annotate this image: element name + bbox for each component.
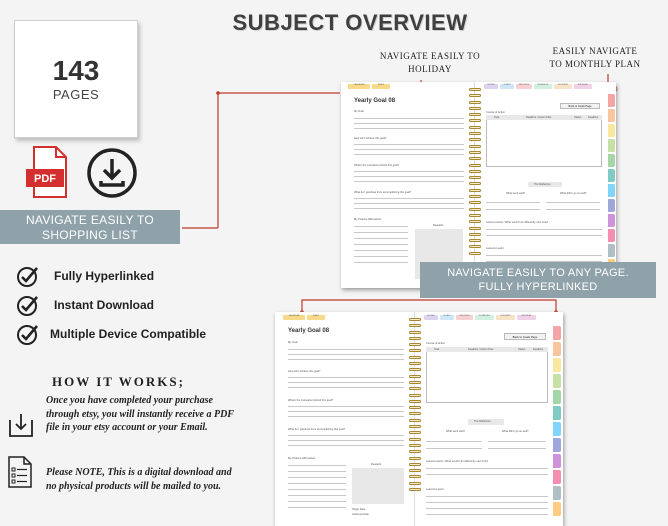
writing-line (288, 501, 346, 502)
tab-notes[interactable]: NOTES (424, 315, 438, 320)
writing-line (354, 238, 408, 239)
table-header-status: Status (518, 348, 526, 351)
writing-line (354, 154, 464, 155)
writing-line (288, 471, 346, 472)
writing-line (426, 474, 548, 475)
tab-goals[interactable]: GOALS (440, 315, 454, 320)
writing-line (288, 495, 346, 496)
tab-birthday[interactable]: BIRTHDAY (517, 315, 536, 320)
tab-records[interactable]: RECORDS (516, 84, 532, 89)
any-page-banner-line1: NAVIGATE EASILY TO ANY PAGE. (447, 267, 629, 279)
shopping-banner-line2: SHOPPING LIST (42, 228, 138, 242)
writing-line (288, 483, 346, 484)
writing-line (288, 406, 404, 407)
writing-line (354, 181, 464, 182)
planner-label: How will I achieve this goal? (354, 137, 387, 140)
action-table (426, 347, 548, 403)
didnt-go-label: What didn't go so well? (502, 430, 529, 433)
writing-line (354, 198, 464, 199)
planner-left-page (275, 312, 415, 526)
month-tab[interactable] (608, 214, 615, 227)
writing-line (486, 229, 602, 230)
month-tab[interactable] (608, 199, 615, 212)
writing-line (354, 118, 464, 119)
planner-label: What's the motivation behind this goal? (354, 164, 400, 167)
planner-preview-bottom (275, 312, 563, 526)
writing-line (486, 209, 540, 210)
writing-line (288, 382, 404, 383)
writing-line (288, 489, 346, 490)
writing-line (354, 250, 408, 251)
writing-line (354, 144, 464, 145)
table-header-status: Status (574, 116, 582, 119)
month-tab[interactable] (608, 184, 615, 197)
target-date-label: Target Date (352, 508, 366, 511)
writing-line (288, 435, 404, 436)
planner-label: What's the motivation behind this goal? (288, 399, 334, 402)
table-header-deadline: Deadline (588, 116, 599, 119)
table-header-plan: Deadline / Action Plan (468, 348, 494, 351)
writing-line (486, 202, 540, 203)
any-page-banner (420, 262, 656, 298)
writing-line (426, 441, 482, 442)
writing-line (288, 377, 404, 378)
month-tab[interactable] (608, 109, 615, 122)
shopping-banner-line1: NAVIGATE EASILY TO (25, 213, 155, 227)
monthly-callout-line2: TO MONTHLY PLAN (549, 59, 641, 69)
writing-line (426, 502, 548, 503)
lessons-label: Lessons learnt / What would I do differently next time? (426, 460, 489, 463)
writing-line (354, 208, 464, 209)
writing-line (354, 256, 408, 257)
planner-label: My Positive Affirmations (354, 218, 382, 221)
tab-index[interactable]: INDEX (372, 84, 390, 89)
writing-line (426, 496, 548, 497)
month-tab[interactable] (553, 342, 561, 356)
planner-right-page (482, 82, 607, 288)
month-tab[interactable] (553, 502, 561, 516)
feature-label: Multiple Device Compatible (50, 327, 207, 341)
table-header-task: Task (494, 116, 500, 119)
feature-label: Fully Hyperlinked (54, 269, 155, 283)
writing-line (288, 387, 404, 388)
lessons-label: Lessons learnt / What would I do differently next time? (486, 221, 549, 224)
writing-line (488, 441, 546, 442)
how-it-works-text: Once you have completed your purchase through etsy, you will instantly receive a PDF file in your etsy account or your Email. (46, 395, 234, 433)
writing-line (426, 508, 548, 509)
delivery-note: Please NOTE, This is a digital download and no physical products will be mailed to you. (46, 467, 232, 492)
page-title: SUBJECT OVERVIEW (232, 10, 468, 35)
month-tab[interactable] (553, 454, 561, 468)
writing-line (288, 416, 404, 417)
reflection-title: The Reflection (534, 183, 551, 186)
course-label: Course of Action (426, 342, 446, 345)
writing-line (288, 354, 404, 355)
spiral-binding (409, 318, 421, 494)
writing-line (354, 171, 464, 172)
writing-line (288, 440, 404, 441)
writing-line (288, 349, 404, 350)
reflection-title: The Reflection (474, 420, 491, 423)
tab-calendar[interactable]: CALENDAR (283, 315, 305, 320)
how-it-works-title: HOW IT WORKS; (52, 374, 185, 389)
back-to-goals-button[interactable]: Back to Goals Page (560, 103, 600, 109)
back-to-goals-button[interactable]: Back to Goals Page (504, 333, 546, 340)
table-header-deadline: Deadline (533, 348, 544, 351)
table-header-task: Task (434, 348, 440, 351)
planner-label: What do I gain/lose from accomplishing this goal? (354, 191, 412, 194)
month-tab[interactable] (608, 124, 615, 137)
holiday-callout-line1: NAVIGATE EASILY TO (379, 51, 481, 61)
tab-records[interactable]: RECORDS (456, 315, 473, 320)
went-well-label: What went well? (506, 192, 525, 195)
planner-label: How will I achieve this goal? (288, 370, 321, 373)
tab-schedule[interactable]: SCHEDULE (534, 84, 552, 89)
month-tab[interactable] (608, 94, 615, 107)
writing-line (354, 226, 408, 227)
lessons-learnt-label: Lessons Learnt (426, 488, 444, 491)
planner-label: My Goal (354, 110, 364, 113)
writing-line (546, 202, 600, 203)
month-tab[interactable] (608, 229, 615, 242)
planner-right-page (422, 312, 552, 526)
planner-heading: Yearly Goal 08 (354, 98, 396, 104)
month-tab[interactable] (553, 326, 561, 340)
table-header-plan: Deadline / Action Plan (526, 116, 552, 119)
writing-line (288, 507, 346, 508)
writing-line (546, 209, 600, 210)
rewards-box (352, 468, 404, 504)
feature-label: Instant Download (54, 298, 154, 312)
writing-line (426, 448, 482, 449)
lessons-learnt-label: Lessons Learnt (486, 247, 504, 250)
month-tab[interactable] (553, 390, 561, 404)
tab-birthday[interactable]: BIRTHDAY (574, 84, 592, 89)
went-well-label: What went well? (446, 430, 465, 433)
month-tab[interactable] (608, 244, 615, 257)
writing-line (488, 448, 546, 449)
planner-preview-top (341, 82, 616, 288)
planner-label: My Goal (288, 341, 298, 344)
pdf-label: PDF (34, 173, 56, 185)
writing-line (426, 514, 548, 515)
achieved-date-label: Achieved Date (352, 513, 369, 516)
month-tab[interactable] (608, 169, 615, 182)
writing-line (354, 123, 464, 124)
planner-left-page (341, 82, 475, 288)
rewards-label: Rewards (371, 463, 382, 466)
rewards-label: Rewards (433, 224, 444, 227)
any-page-banner-line2: FULLY HYPERLINKED (478, 281, 598, 293)
writing-line (354, 128, 464, 129)
writing-line (288, 445, 404, 446)
writing-line (354, 149, 464, 150)
month-tab[interactable] (553, 422, 561, 436)
month-tab[interactable] (608, 139, 615, 152)
tab-holidays[interactable]: HOLIDAYS (496, 315, 515, 320)
writing-line (354, 232, 408, 233)
writing-line (354, 176, 464, 177)
month-tab[interactable] (608, 154, 615, 167)
didnt-go-label: What didn't go so well? (560, 192, 587, 195)
writing-line (288, 411, 404, 412)
writing-line (288, 465, 346, 466)
tab-goals[interactable]: GOALS (500, 84, 514, 89)
writing-line (486, 255, 602, 256)
planner-label: What do I gain/lose from accomplishing this goal? (288, 428, 346, 431)
writing-line (354, 262, 408, 263)
monthly-callout-line1: EASILY NAVIGATE (552, 46, 638, 56)
month-tab[interactable] (553, 406, 561, 420)
writing-line (354, 244, 408, 245)
action-table (486, 115, 602, 167)
month-tab[interactable] (553, 374, 561, 388)
writing-line (288, 359, 404, 360)
planner-label: My Positive Affirmations (288, 457, 316, 460)
writing-line (426, 468, 548, 469)
holiday-callout-line2: HOLIDAY (408, 64, 452, 74)
tab-holidays[interactable]: HOLIDAYS (554, 84, 572, 89)
month-tab[interactable] (553, 486, 561, 500)
writing-line (486, 235, 602, 236)
month-tab[interactable] (553, 438, 561, 452)
tab-schedule[interactable]: SCHEDULE (475, 315, 494, 320)
spiral-binding (469, 88, 481, 258)
tab-index[interactable]: INDEX (307, 315, 325, 320)
writing-line (354, 203, 464, 204)
page-count: 143 (52, 55, 100, 86)
planner-heading: Yearly Goal 08 (288, 328, 330, 334)
month-tab[interactable] (553, 358, 561, 372)
page-count-label: PAGES (52, 87, 100, 102)
month-tab[interactable] (553, 470, 561, 484)
tab-notes[interactable]: NOTES (484, 84, 498, 89)
course-label: Course of Action (486, 111, 506, 114)
tab-calendar[interactable]: CALENDAR (348, 84, 370, 89)
writing-line (288, 477, 346, 478)
